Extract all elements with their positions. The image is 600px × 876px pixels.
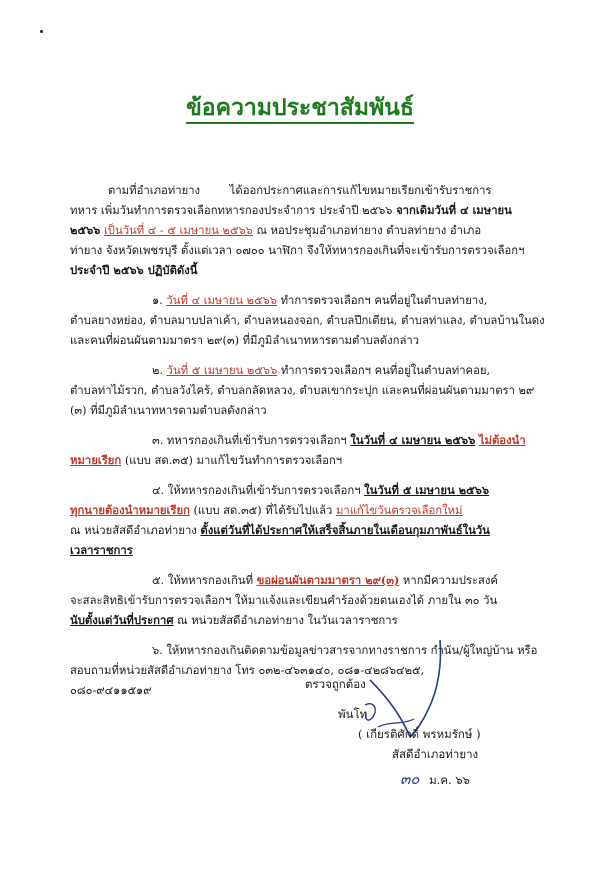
item1-line-3: และคนที่ผ่อนผันตามมาตรา ๒๙(๓) ที่มีภูมิลำเนาทหารตามตำบลดังกล่าว	[70, 334, 420, 347]
rank-label: พันโท	[338, 707, 368, 721]
item2-line-3: (๓) ที่มีภูมิลำเนาทหารตามตำบลดังกล่าว	[70, 404, 267, 417]
item6-line-3: ๐๘๐-๙๔๑๑๕๑๙	[70, 684, 152, 697]
item5-line-3: นับตั้งแต่วันที่ประกาศ ณ หน่วยสัสดีอำเภอท่ายาง ในวันเวลาราชการ	[70, 613, 398, 627]
item4-line-1: ๔. ให้ทหารกองเกินที่เข้ารับการตรวจเลือกฯ ในวันที่ ๕ เมษายน ๒๕๖๖	[152, 483, 490, 497]
item3-line-1: ๓. ทหารกองเกินที่เข้ารับการตรวจเลือกฯ ในวันที่ ๔ เมษายน ๒๕๖๖ ไม่ต้องนำ	[152, 433, 526, 447]
item6-line-1: ๖. ให้ทหารกองเกินติดตามข้อมูลข่าวสารจากทางราชการ กำนัน/ผู้ใหญ่บ้าน หรือ	[152, 644, 538, 657]
intro-line-2: ทหาร เพิ่มวันทำการตรวจเลือกทหารกองประจำการ ประจำปี ๒๕๖๖ จากเดิมวันที่ ๔ เมษายน	[70, 203, 512, 217]
item3-line-2: หมายเรียก (แบบ สด.๓๕) มาแก้ไขวันทำการตรวจเลือกฯ	[70, 453, 343, 467]
intro-line-1: ตามที่อำเภอท่ายาง ได้ออกประกาศและการแก้ไขหมายเรียกเข้ารับราชการ	[108, 184, 492, 197]
item5-line-2: จะสละสิทธิเข้ารับการตรวจเลือกฯ ให้มาแจ้งและเขียนคำร้องด้วยตนเองได้ ภายใน ๓๐ วัน	[70, 594, 498, 607]
item6-line-2: สอบถามที่หน่วยสัสดีอำเภอท่ายาง โทร ๐๓๒-๔๖๓๑๔๐, ๐๘๑-๔๒๘๖๔๒๕,	[70, 664, 425, 677]
item4-line-2: ทุกนายต้องนำหมายเรียก (แบบ สด.๓๕) ที่ได้รับไปแล้ว มาแก้ไขวันตรวจเลือกใหม่	[70, 503, 463, 517]
item2-line-2: ตำบลท่าไม้รวก, ตำบลวังไคร้, ตำบลกลัดหลวง, ตำบลเขากระปุก และคนที่ผ่อนผันตามมาตรา ๒๙	[70, 384, 535, 397]
item4-line-3: ณ หน่วยสัสดีอำเภอท่ายาง ตั้งแต่วันที่ได้ประกาศให้เสร็จสิ้นภายในเดือนกุมภาพันธ์ในวัน	[70, 523, 490, 537]
page-title: ข้อความประชาสัมพันธ์	[0, 90, 600, 126]
signature-date: ๓๐ ม.ค. ๖๖	[400, 770, 470, 788]
intro-line-4: ท่ายาง จังหวัดเพชรบุรี ตั้งแต่เวลา ๐๗๐๐ นาฬิกา จึงให้ทหารกองเกินที่จะเข้ารับการตรวจเลือกฯ	[70, 244, 525, 257]
handwritten-day: ๓๐	[400, 770, 420, 788]
intro-line-3: ๒๕๖๖ เป็นวันที่ ๔ - ๕ เมษายน ๒๕๖๖ ณ หอประชุมอำเภอท่ายาง ตำบลท่ายาง อำเภอ	[70, 223, 482, 237]
item1-line-2: ตำบลยางหย่อง, ตำบลมาบปลาเค้า, ตำบลหนองจอก, ตำบลปึกเตียน, ตำบลท่าแลง, ตำบลบ้านในดง	[70, 314, 545, 327]
intro-line-5: ประจำปี ๒๕๖๖ ปฏิบัติดังนี้	[70, 263, 198, 277]
item1-line-1: ๑. วันที่ ๔ เมษายน ๒๕๖๖ ทำการตรวจเลือกฯ คนที่อยู่ในตำบลท่ายาง,	[152, 294, 488, 307]
item2-line-1: ๒. วันที่ ๕ เมษายน ๒๕๖๖ ทำการตรวจเลือกฯ คนที่อยู่ในตำบลท่าคอย,	[152, 364, 491, 377]
verified-label: ตรวจถูกต้อง	[305, 677, 366, 691]
signer-name: ( เกียรติศักดิ์ พรหมรักษ์ )	[358, 727, 481, 741]
item5-line-1: ๕. ให้ทหารกองเกินที่ ขอผ่อนผันตามมาตรา ๒๙(๓) หากมีความประสงค์	[152, 573, 498, 587]
speck	[40, 30, 43, 33]
item4-line-4: เวลาราชการ	[70, 543, 133, 557]
signer-position: สัสดีอำเภอท่ายาง	[392, 747, 479, 761]
